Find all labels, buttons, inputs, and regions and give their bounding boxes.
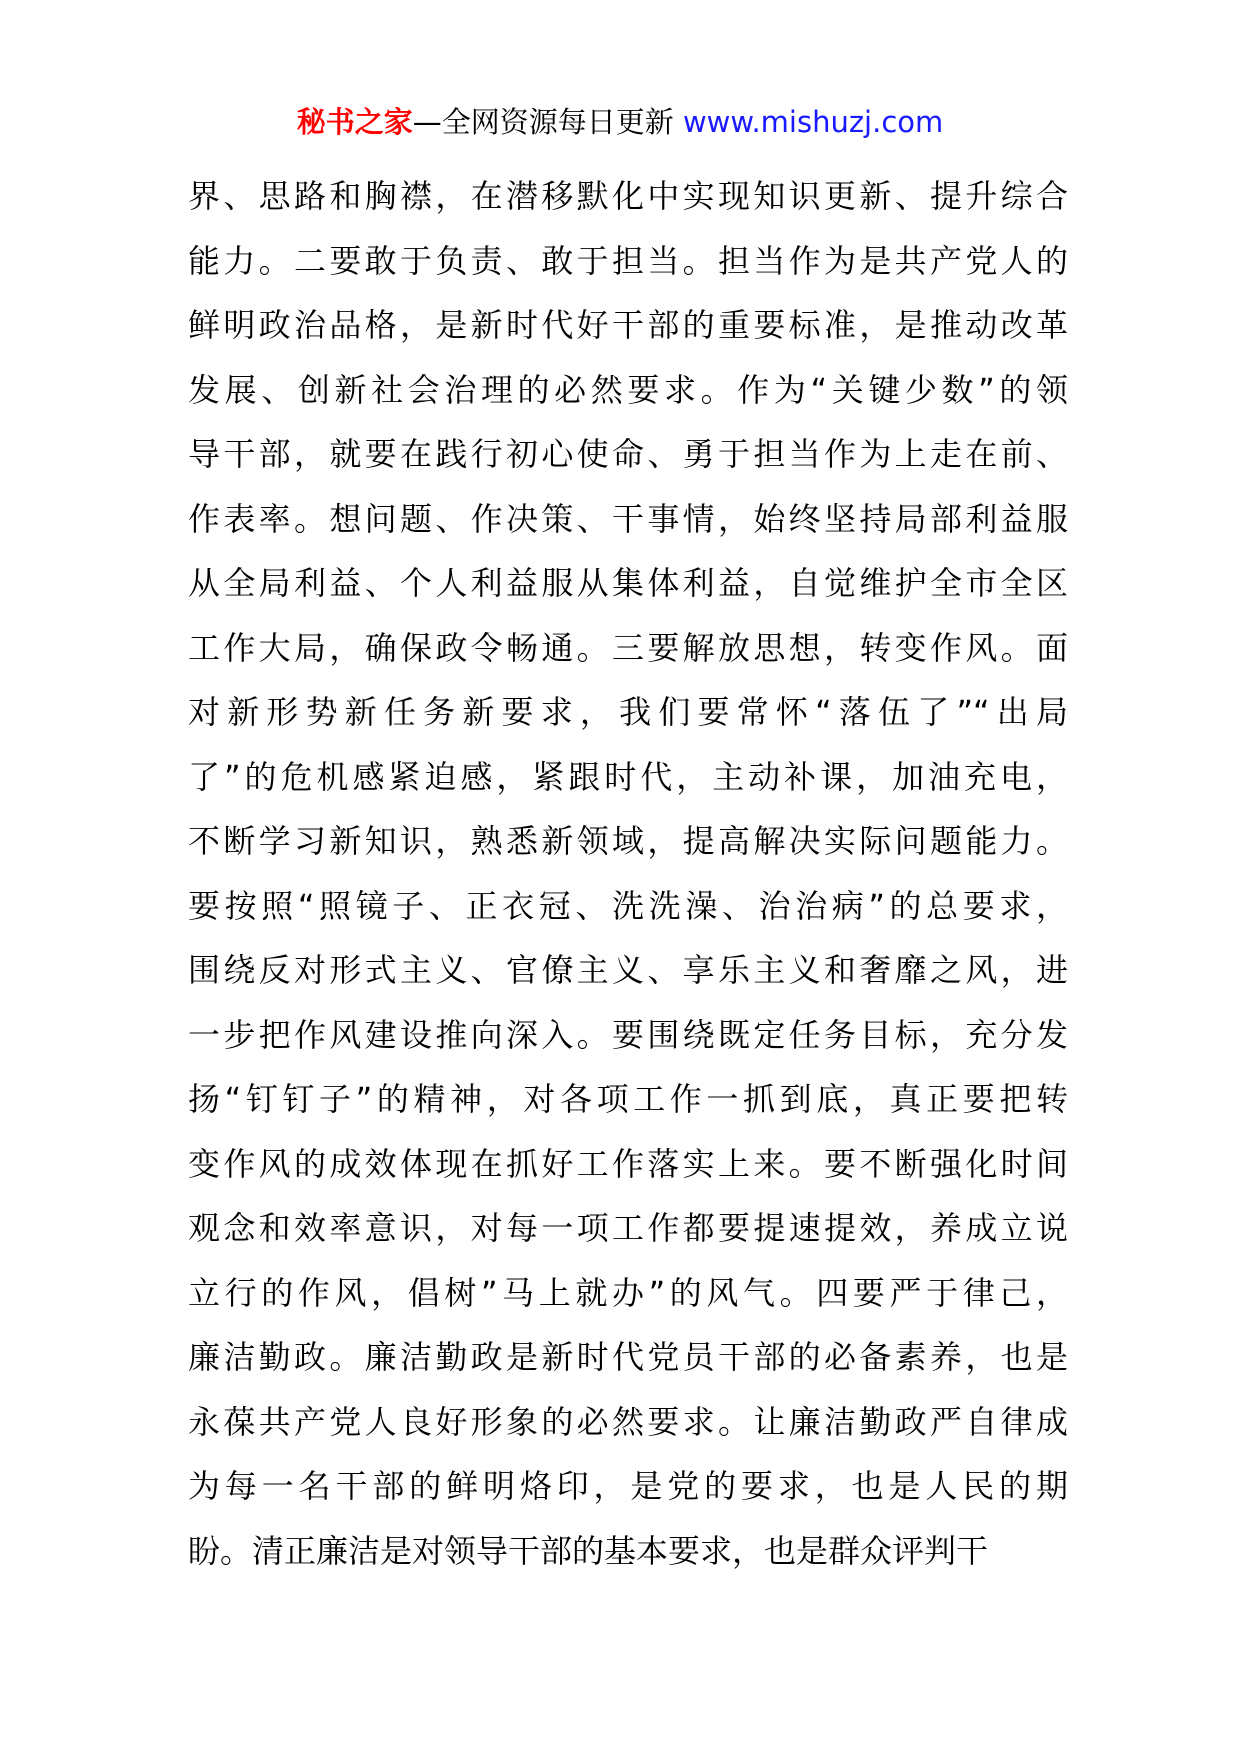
text-line: 从全局利益、个人利益服从集体利益，自觉维护全市全区 <box>188 564 1068 602</box>
text-line: 永葆共产党人良好形象的必然要求。让廉洁勤政严自律成 <box>188 1402 1068 1441</box>
header-tagline: —全网资源每日更新 <box>412 105 683 139</box>
body-text <box>188 164 1068 1583</box>
text-line: 要按照“照镜子、正衣冠、洗洗澡、治治病”的总要求， <box>188 886 1068 925</box>
text-line: 廉洁勤政。廉洁勤政是新时代党员干部的必备素养，也是 <box>188 1338 1068 1376</box>
text-line: 为每一名干部的鲜明烙印，是党的要求，也是人民的期 <box>188 1467 1068 1505</box>
text-line: 一步把作风建设推向深入。要围绕既定任务目标，充分发 <box>188 1015 1068 1054</box>
text-line: 界、思路和胸襟，在潜移默化中实现知识更新、提升综合 <box>188 177 1068 215</box>
text-line: 立行的作风，倡树”马上就办”的风气。四要严于律己， <box>188 1273 1068 1312</box>
text-line: 盼。清正廉洁是对领导干部的基本要求，也是群众评判干 <box>188 1531 989 1570</box>
text-line: 鲜明政治品格，是新时代好干部的重要标准，是推动改革 <box>188 306 1068 344</box>
text-line: 变作风的成效体现在抓好工作落实上来。要不断强化时间 <box>188 1144 1068 1183</box>
text-line: 不断学习新知识，熟悉新领域，提高解决实际问题能力。 <box>188 822 1068 860</box>
page-header <box>0 100 1240 144</box>
text-line: 作表率。想问题、作决策、干事情，始终坚持局部利益服 <box>188 499 1068 538</box>
text-line: 观念和效率意识，对每一项工作都要提速提效，养成立说 <box>188 1209 1068 1247</box>
text-line: 导干部，就要在践行初心使命、勇于担当作为上走在前、 <box>188 435 1068 473</box>
text-line: 围绕反对形式主义、官僚主义、享乐主义和奢靡之风，进 <box>188 951 1068 989</box>
text-line: 扬“钉钉子”的精神，对各项工作一抓到底，真正要把转 <box>188 1080 1068 1118</box>
text-line: 能力。二要敢于负责、敢于担当。担当作为是共产党人的 <box>188 241 1068 280</box>
brand-name: 秘书之家 <box>296 105 413 139</box>
text-line: 工作大局，确保政令畅通。三要解放思想，转变作风。面 <box>188 628 1068 667</box>
text-line: 发展、创新社会治理的必然要求。作为“关键少数”的领 <box>188 370 1068 409</box>
text-line: 对新形势新任务新要求，我们要常怀“落伍了”“出局 <box>188 693 1068 731</box>
text-line: 了”的危机感紧迫感，紧跟时代，主动补课，加油充电， <box>188 757 1068 796</box>
site-url-link[interactable]: www.mishuzj.com <box>682 105 944 139</box>
